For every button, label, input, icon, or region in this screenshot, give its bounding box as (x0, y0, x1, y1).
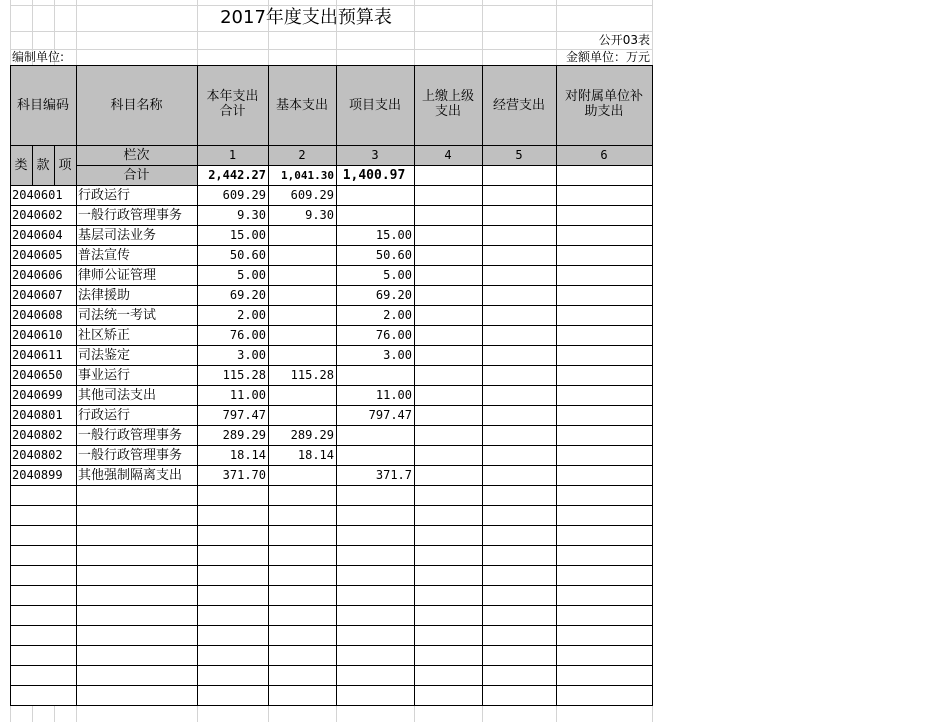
row-name: 律师公证管理 (78, 267, 157, 283)
amount-unit-label: 金额单位：万元 (565, 50, 650, 64)
row-code: 2040899 (12, 468, 63, 482)
row-basic (268, 285, 336, 305)
row-basic: 609.29 (290, 188, 334, 202)
header-subsidy: 对附属单位补助支出 (556, 65, 652, 145)
row-name: 法律援助 (78, 287, 131, 303)
row-name: 一般行政管理事务 (78, 447, 183, 463)
header-code: 科目编码 (10, 65, 76, 145)
column-number: 6 (556, 145, 652, 165)
row-project (336, 205, 414, 225)
compiling-unit-label: 编制单位: (12, 50, 65, 64)
row-name: 社区矫正 (78, 327, 131, 343)
row-total: 18.14 (229, 448, 266, 462)
row-project: 5.00 (383, 268, 412, 282)
row-name: 基层司法业务 (78, 227, 157, 243)
column-number-label: 栏次 (76, 145, 197, 165)
row-project: 797.47 (368, 408, 412, 422)
row-name: 其他司法支出 (78, 387, 157, 403)
row-basic (268, 465, 336, 485)
row-total: 289.29 (222, 428, 266, 442)
header-lei: 类 (10, 145, 32, 185)
row-project: 69.20 (375, 288, 412, 302)
header-xiang: 项 (54, 145, 76, 185)
row-total: 115.28 (222, 368, 266, 382)
row-project: 76.00 (375, 328, 412, 342)
row-code: 2040611 (12, 348, 63, 362)
row-name: 行政运行 (78, 407, 131, 423)
column-number: 1 (197, 145, 268, 165)
row-code: 2040802 (12, 448, 63, 462)
row-basic: 115.28 (290, 368, 334, 382)
row-code: 2040605 (12, 248, 63, 262)
row-name: 事业运行 (78, 367, 131, 383)
summary-label: 合计 (76, 165, 197, 185)
row-name: 司法统一考试 (78, 307, 157, 323)
row-code: 2040608 (12, 308, 63, 322)
header-operation: 经营支出 (482, 65, 556, 145)
row-code: 2040607 (12, 288, 63, 302)
row-total: 5.00 (237, 268, 266, 282)
form-number: 公开03表 (598, 33, 650, 47)
row-code: 2040802 (12, 428, 63, 442)
row-code: 2040604 (12, 228, 63, 242)
row-basic: 289.29 (290, 428, 334, 442)
summary-project: 1,400.97 (342, 167, 406, 183)
header-superior: 上缴上级支出 (414, 65, 482, 145)
row-project (336, 365, 414, 385)
header-project: 项目支出 (336, 65, 414, 145)
row-name: 一般行政管理事务 (78, 427, 183, 443)
row-basic: 18.14 (297, 448, 334, 462)
row-name: 司法鉴定 (78, 347, 131, 363)
row-project: 3.00 (383, 348, 412, 362)
row-name: 其他强制隔离支出 (78, 467, 183, 483)
row-project: 50.60 (375, 248, 412, 262)
row-total: 11.00 (229, 388, 266, 402)
header-total: 本年支出合计 (197, 65, 268, 145)
row-basic (268, 345, 336, 365)
row-code: 2040606 (12, 268, 63, 282)
row-code: 2040801 (12, 408, 63, 422)
summary-total: 2,442.27 (208, 168, 266, 182)
header-kuan: 款 (32, 145, 54, 185)
row-basic (268, 225, 336, 245)
row-total: 3.00 (237, 348, 266, 362)
row-project: 15.00 (375, 228, 412, 242)
row-total: 15.00 (229, 228, 266, 242)
row-total: 371.70 (222, 468, 266, 482)
row-project: 2.00 (383, 308, 412, 322)
row-code: 2040602 (12, 208, 63, 222)
column-number: 2 (268, 145, 336, 165)
row-name: 普法宣传 (78, 247, 131, 263)
row-basic: 9.30 (305, 208, 334, 222)
row-total: 50.60 (229, 248, 266, 262)
row-total: 69.20 (229, 288, 266, 302)
row-basic (268, 265, 336, 285)
row-name: 一般行政管理事务 (78, 207, 183, 223)
row-basic (268, 245, 336, 265)
row-code: 2040610 (12, 328, 63, 342)
row-project: 371.7 (375, 468, 412, 482)
row-code: 2040650 (12, 368, 63, 382)
row-total: 76.00 (229, 328, 266, 342)
row-basic (268, 405, 336, 425)
page-title: 2017年度支出预算表 (220, 7, 392, 28)
row-total: 2.00 (237, 308, 266, 322)
row-total: 9.30 (237, 208, 266, 222)
row-project: 11.00 (375, 388, 412, 402)
summary-basic: 1,041.30 (281, 168, 334, 182)
row-name: 行政运行 (78, 187, 131, 203)
row-code: 2040601 (12, 188, 63, 202)
row-total: 797.47 (222, 408, 266, 422)
column-number: 5 (482, 145, 556, 165)
row-basic (268, 325, 336, 345)
row-basic (268, 305, 336, 325)
column-number: 3 (336, 145, 414, 165)
row-total: 609.29 (222, 188, 266, 202)
row-project (336, 185, 414, 205)
row-project (336, 425, 414, 445)
header-name: 科目名称 (76, 65, 197, 145)
column-number: 4 (414, 145, 482, 165)
row-basic (268, 385, 336, 405)
header-basic: 基本支出 (268, 65, 336, 145)
row-code: 2040699 (12, 388, 63, 402)
row-project (336, 445, 414, 465)
